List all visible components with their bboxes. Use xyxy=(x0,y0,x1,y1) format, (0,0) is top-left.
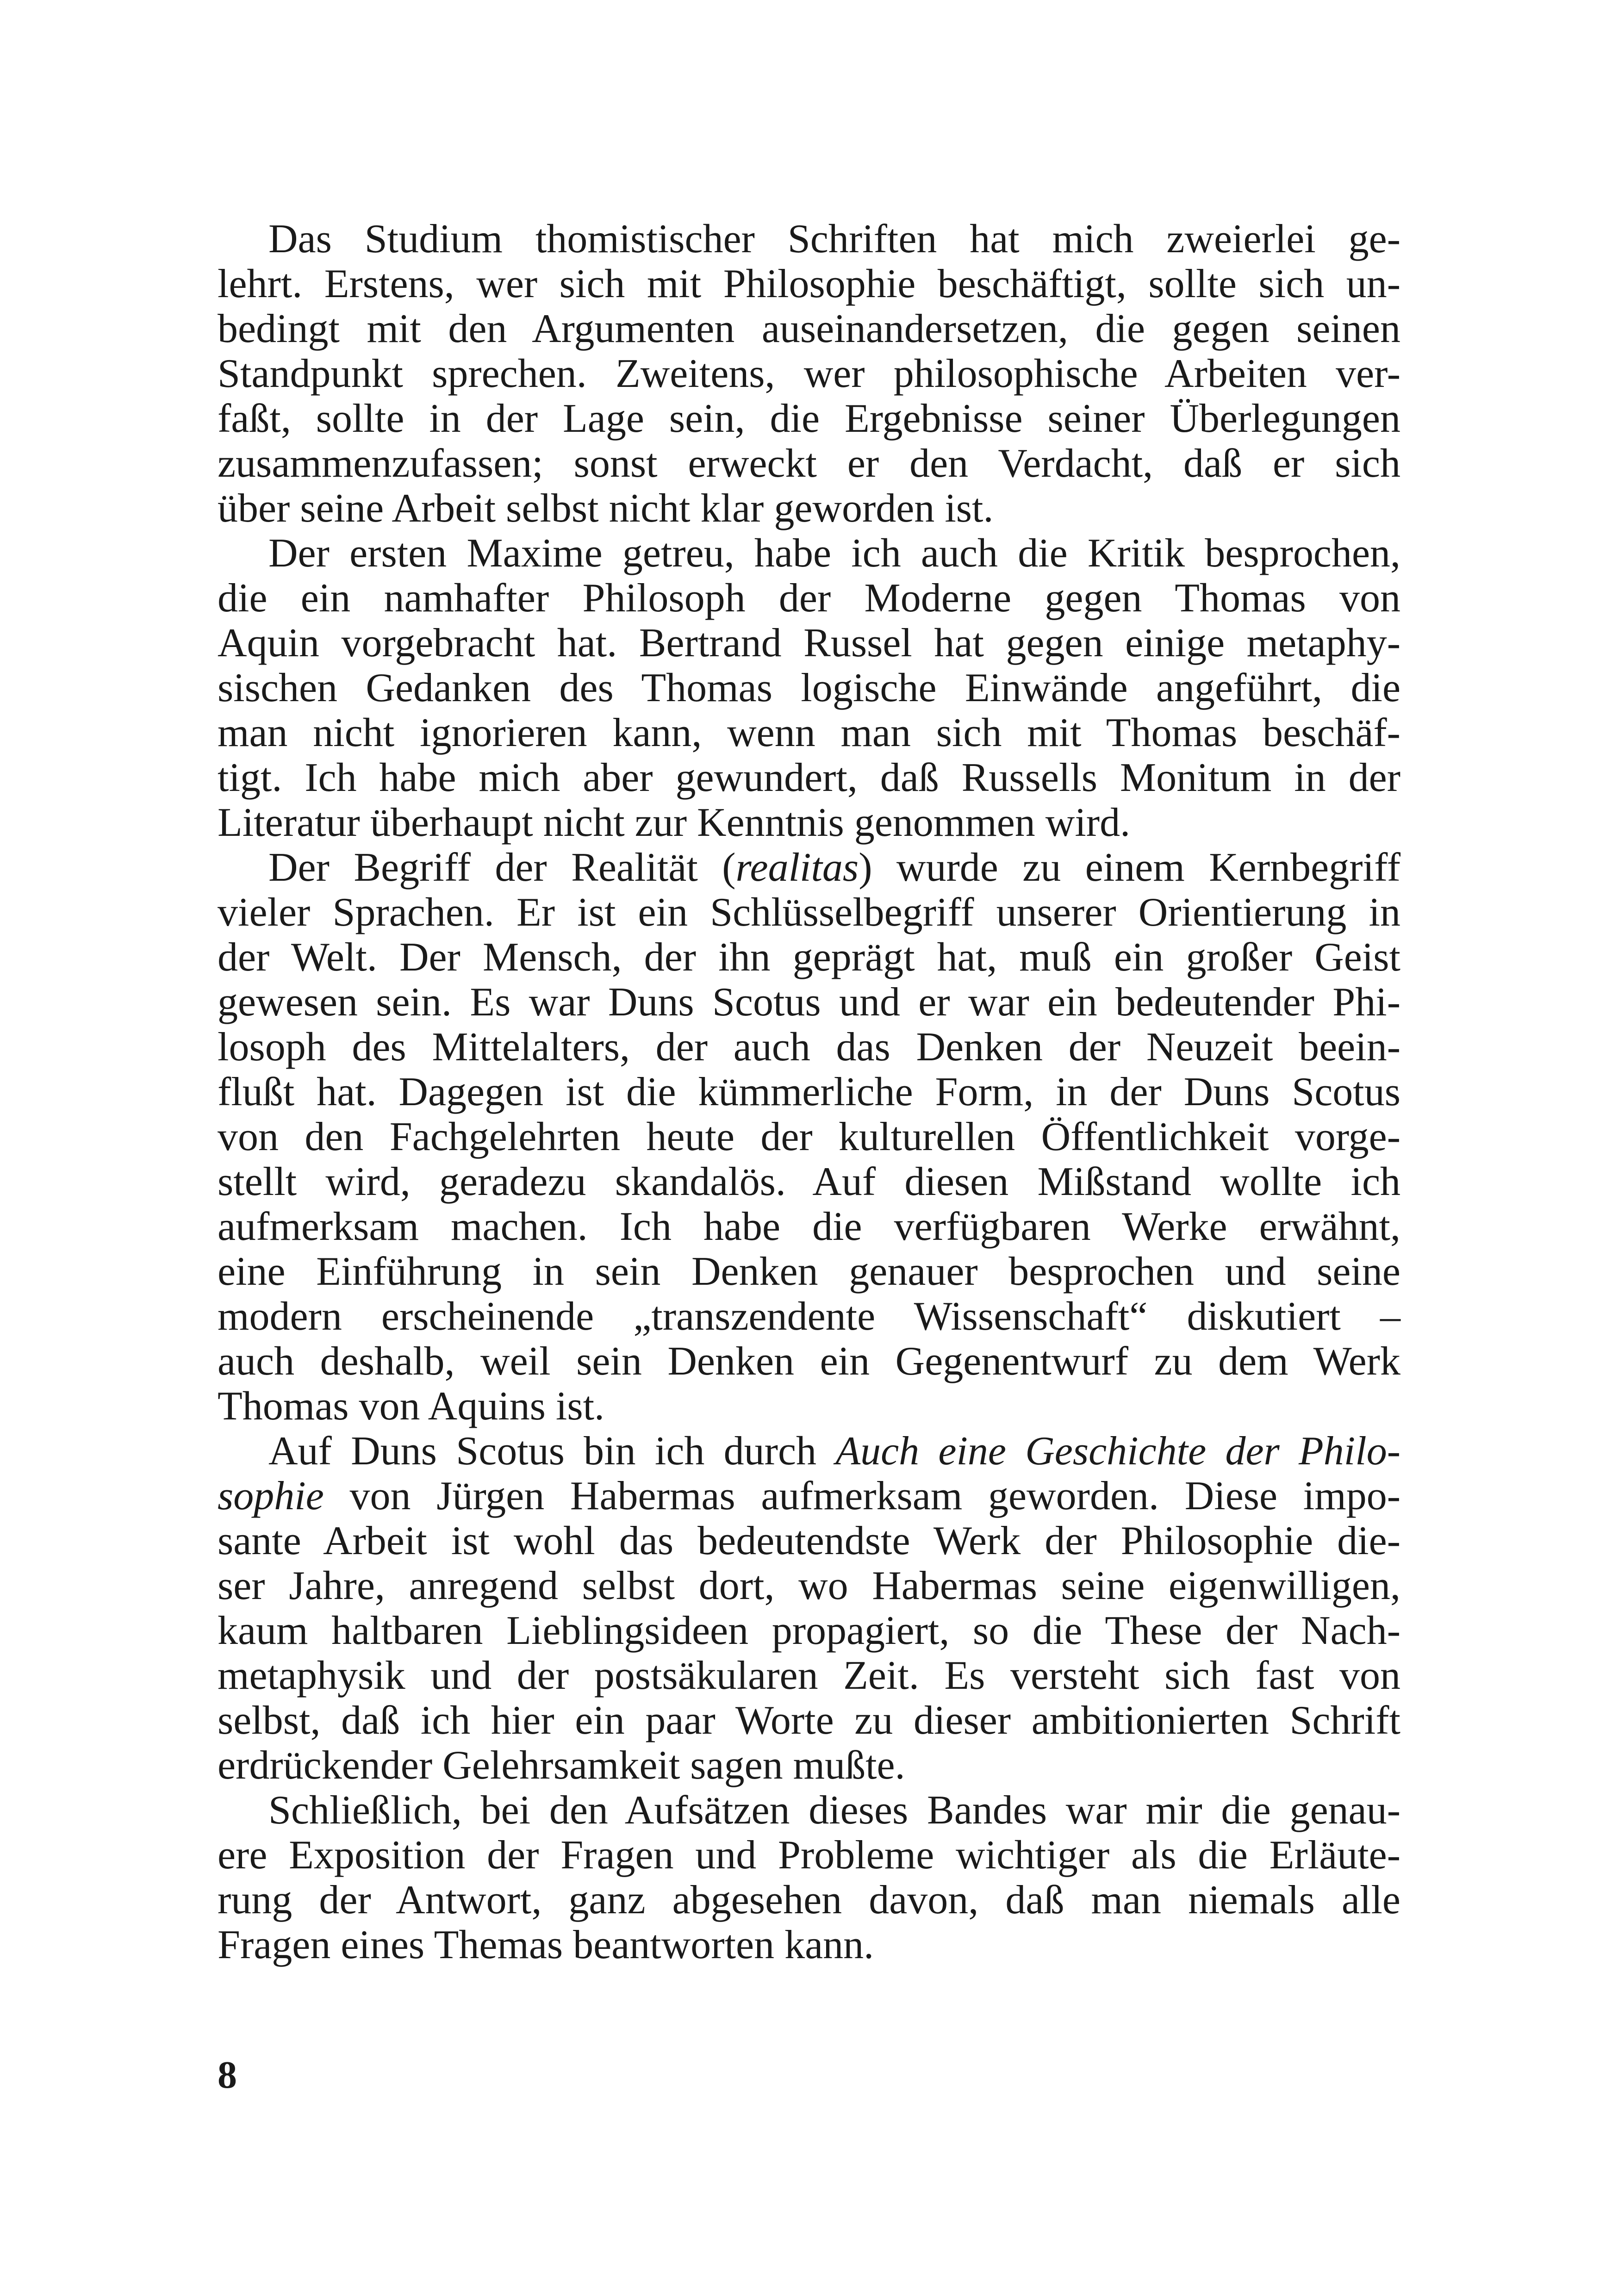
text-line xyxy=(218,1204,1400,1249)
line-text: Literatur überhaupt nicht zur Kenntnis genommen wird. xyxy=(218,800,1131,845)
text-line xyxy=(218,351,1400,396)
line-text: sischen Gedanken des Thomas logische Einwände angeführt, die xyxy=(218,666,1400,710)
line-text: Das Studium thomistischer Schriften hat mich zweierlei ge- xyxy=(268,217,1400,261)
line-text: Standpunkt sprechen. Zweitens, wer philosophische Arbeiten ver- xyxy=(218,351,1400,396)
body-text xyxy=(218,217,1400,1967)
italic-text: Auch eine Geschichte der Philo- xyxy=(835,1429,1400,1474)
text-line xyxy=(218,261,1400,306)
line-text: Schließlich, bei den Aufsätzen dieses Bandes war mir die genau- xyxy=(268,1788,1400,1833)
text-line xyxy=(218,1833,1400,1878)
paragraph xyxy=(218,1788,1400,1967)
text-line xyxy=(218,1249,1400,1294)
text-line xyxy=(218,1384,1400,1429)
text-line xyxy=(218,890,1400,935)
line-text: vieler Sprachen. Er ist ein Schlüsselbegriff unserer Orientierung in xyxy=(218,890,1400,935)
text-line xyxy=(218,800,1400,845)
text-line xyxy=(218,531,1400,576)
line-text: gewesen sein. Es war Duns Scotus und er war ein bedeutender Phi- xyxy=(218,980,1400,1025)
line-text: losoph des Mittelalters, der auch das Denken der Neuzeit beein- xyxy=(218,1025,1400,1070)
text-line xyxy=(218,1653,1400,1698)
line-text: über seine Arbeit selbst nicht klar geworden ist. xyxy=(218,486,994,531)
text-line xyxy=(218,1070,1400,1114)
text-line xyxy=(218,441,1400,486)
text-line xyxy=(218,1788,1400,1833)
line-text: stellt wird, geradezu skandalös. Auf diesen Mißstand wollte ich xyxy=(218,1159,1400,1204)
paragraph xyxy=(218,531,1400,845)
line-text: ser Jahre, anregend selbst dort, wo Habermas seine eigenwilligen, xyxy=(218,1563,1400,1608)
text-line xyxy=(218,1518,1400,1563)
text-line xyxy=(218,1878,1400,1923)
line-text: eine Einführung in sein Denken genauer besprochen und seine xyxy=(218,1249,1400,1294)
line-text: modern erscheinende „transzendente Wissenschaft“ diskutiert – xyxy=(218,1294,1400,1339)
line-text: selbst, daß ich hier ein paar Worte zu dieser ambitionierten Schrift xyxy=(218,1698,1400,1743)
line-text: tigt. Ich habe mich aber gewundert, daß Russells Monitum in der xyxy=(218,755,1400,800)
text-line xyxy=(218,576,1400,621)
text-line xyxy=(218,486,1400,531)
text-line xyxy=(218,1429,1400,1474)
text-line xyxy=(218,621,1400,666)
line-text: Der ersten Maxime getreu, habe ich auch die Kritik besprochen, xyxy=(268,531,1400,576)
line-text: ) wurde zu einem Kernbegriff xyxy=(859,845,1400,890)
text-line xyxy=(218,1923,1400,1967)
line-text: flußt hat. Dagegen ist die kümmerliche Form, in der Duns Scotus xyxy=(218,1070,1400,1114)
text-line xyxy=(218,306,1400,351)
line-text: metaphysik und der postsäkularen Zeit. Es versteht sich fast von xyxy=(218,1653,1400,1698)
line-text: rung der Antwort, ganz abgesehen davon, daß man niemals alle xyxy=(218,1878,1400,1923)
line-text: sante Arbeit ist wohl das bedeutendste Werk der Philosophie die- xyxy=(218,1518,1400,1563)
line-text: lehrt. Erstens, wer sich mit Philosophie beschäftigt, sollte sich un- xyxy=(218,261,1400,306)
line-text: faßt, sollte in der Lage sein, die Ergebnisse seiner Überlegungen xyxy=(218,396,1400,441)
text-line xyxy=(218,1563,1400,1608)
line-text: Auf Duns Scotus bin ich durch xyxy=(268,1429,836,1474)
text-line xyxy=(218,1339,1400,1384)
line-text: von den Fachgelehrten heute der kulturellen Öffentlichkeit vorge- xyxy=(218,1114,1400,1159)
text-line xyxy=(218,1698,1400,1743)
text-line xyxy=(218,755,1400,800)
line-text: man nicht ignorieren kann, wenn man sich mit Thomas beschäf- xyxy=(218,710,1400,755)
paragraph xyxy=(218,1429,1400,1788)
line-text: ere Exposition der Fragen und Probleme wichtiger als die Erläute- xyxy=(218,1833,1400,1878)
text-line xyxy=(218,845,1400,890)
line-text: auch deshalb, weil sein Denken ein Gegenentwurf zu dem Werk xyxy=(218,1339,1400,1384)
text-line xyxy=(218,1608,1400,1653)
line-text: die ein namhafter Philosoph der Moderne gegen Thomas von xyxy=(218,576,1400,621)
italic-text: sophie xyxy=(218,1474,324,1518)
line-text: der Welt. Der Mensch, der ihn geprägt hat, muß ein großer Geist xyxy=(218,935,1400,980)
line-text: Fragen eines Themas beantworten kann. xyxy=(218,1923,874,1967)
line-text: zusammenzufassen; sonst erweckt er den Verdacht, daß er sich xyxy=(218,441,1400,486)
text-line xyxy=(218,710,1400,755)
italic-text: realitas xyxy=(735,845,859,890)
line-text: Aquin vorgebracht hat. Bertrand Russel hat gegen einige metaphy- xyxy=(218,621,1400,666)
text-line xyxy=(218,666,1400,710)
text-line xyxy=(218,1474,1400,1518)
text-line xyxy=(218,396,1400,441)
paragraph xyxy=(218,217,1400,531)
text-line xyxy=(218,1294,1400,1339)
line-text: bedingt mit den Argumenten auseinandersetzen, die gegen seinen xyxy=(218,306,1400,351)
line-text: erdrückender Gelehrsamkeit sagen mußte. xyxy=(218,1743,905,1788)
text-line xyxy=(218,935,1400,980)
line-text: von Jürgen Habermas aufmerksam geworden. Diese impo- xyxy=(324,1474,1400,1518)
text-line xyxy=(218,1025,1400,1070)
line-text: aufmerksam machen. Ich habe die verfügbaren Werke erwähnt, xyxy=(218,1204,1400,1249)
text-line xyxy=(218,217,1400,261)
text-line xyxy=(218,1114,1400,1159)
text-line xyxy=(218,980,1400,1025)
text-line xyxy=(218,1743,1400,1788)
text-line xyxy=(218,1159,1400,1204)
page-number: 8 xyxy=(218,2053,237,2097)
line-text: kaum haltbaren Lieblingsideen propagiert, so die These der Nach- xyxy=(218,1608,1400,1653)
paragraph xyxy=(218,845,1400,1429)
line-text: Der Begriff der Realität ( xyxy=(268,845,736,890)
line-text: Thomas von Aquins ist. xyxy=(218,1384,605,1429)
